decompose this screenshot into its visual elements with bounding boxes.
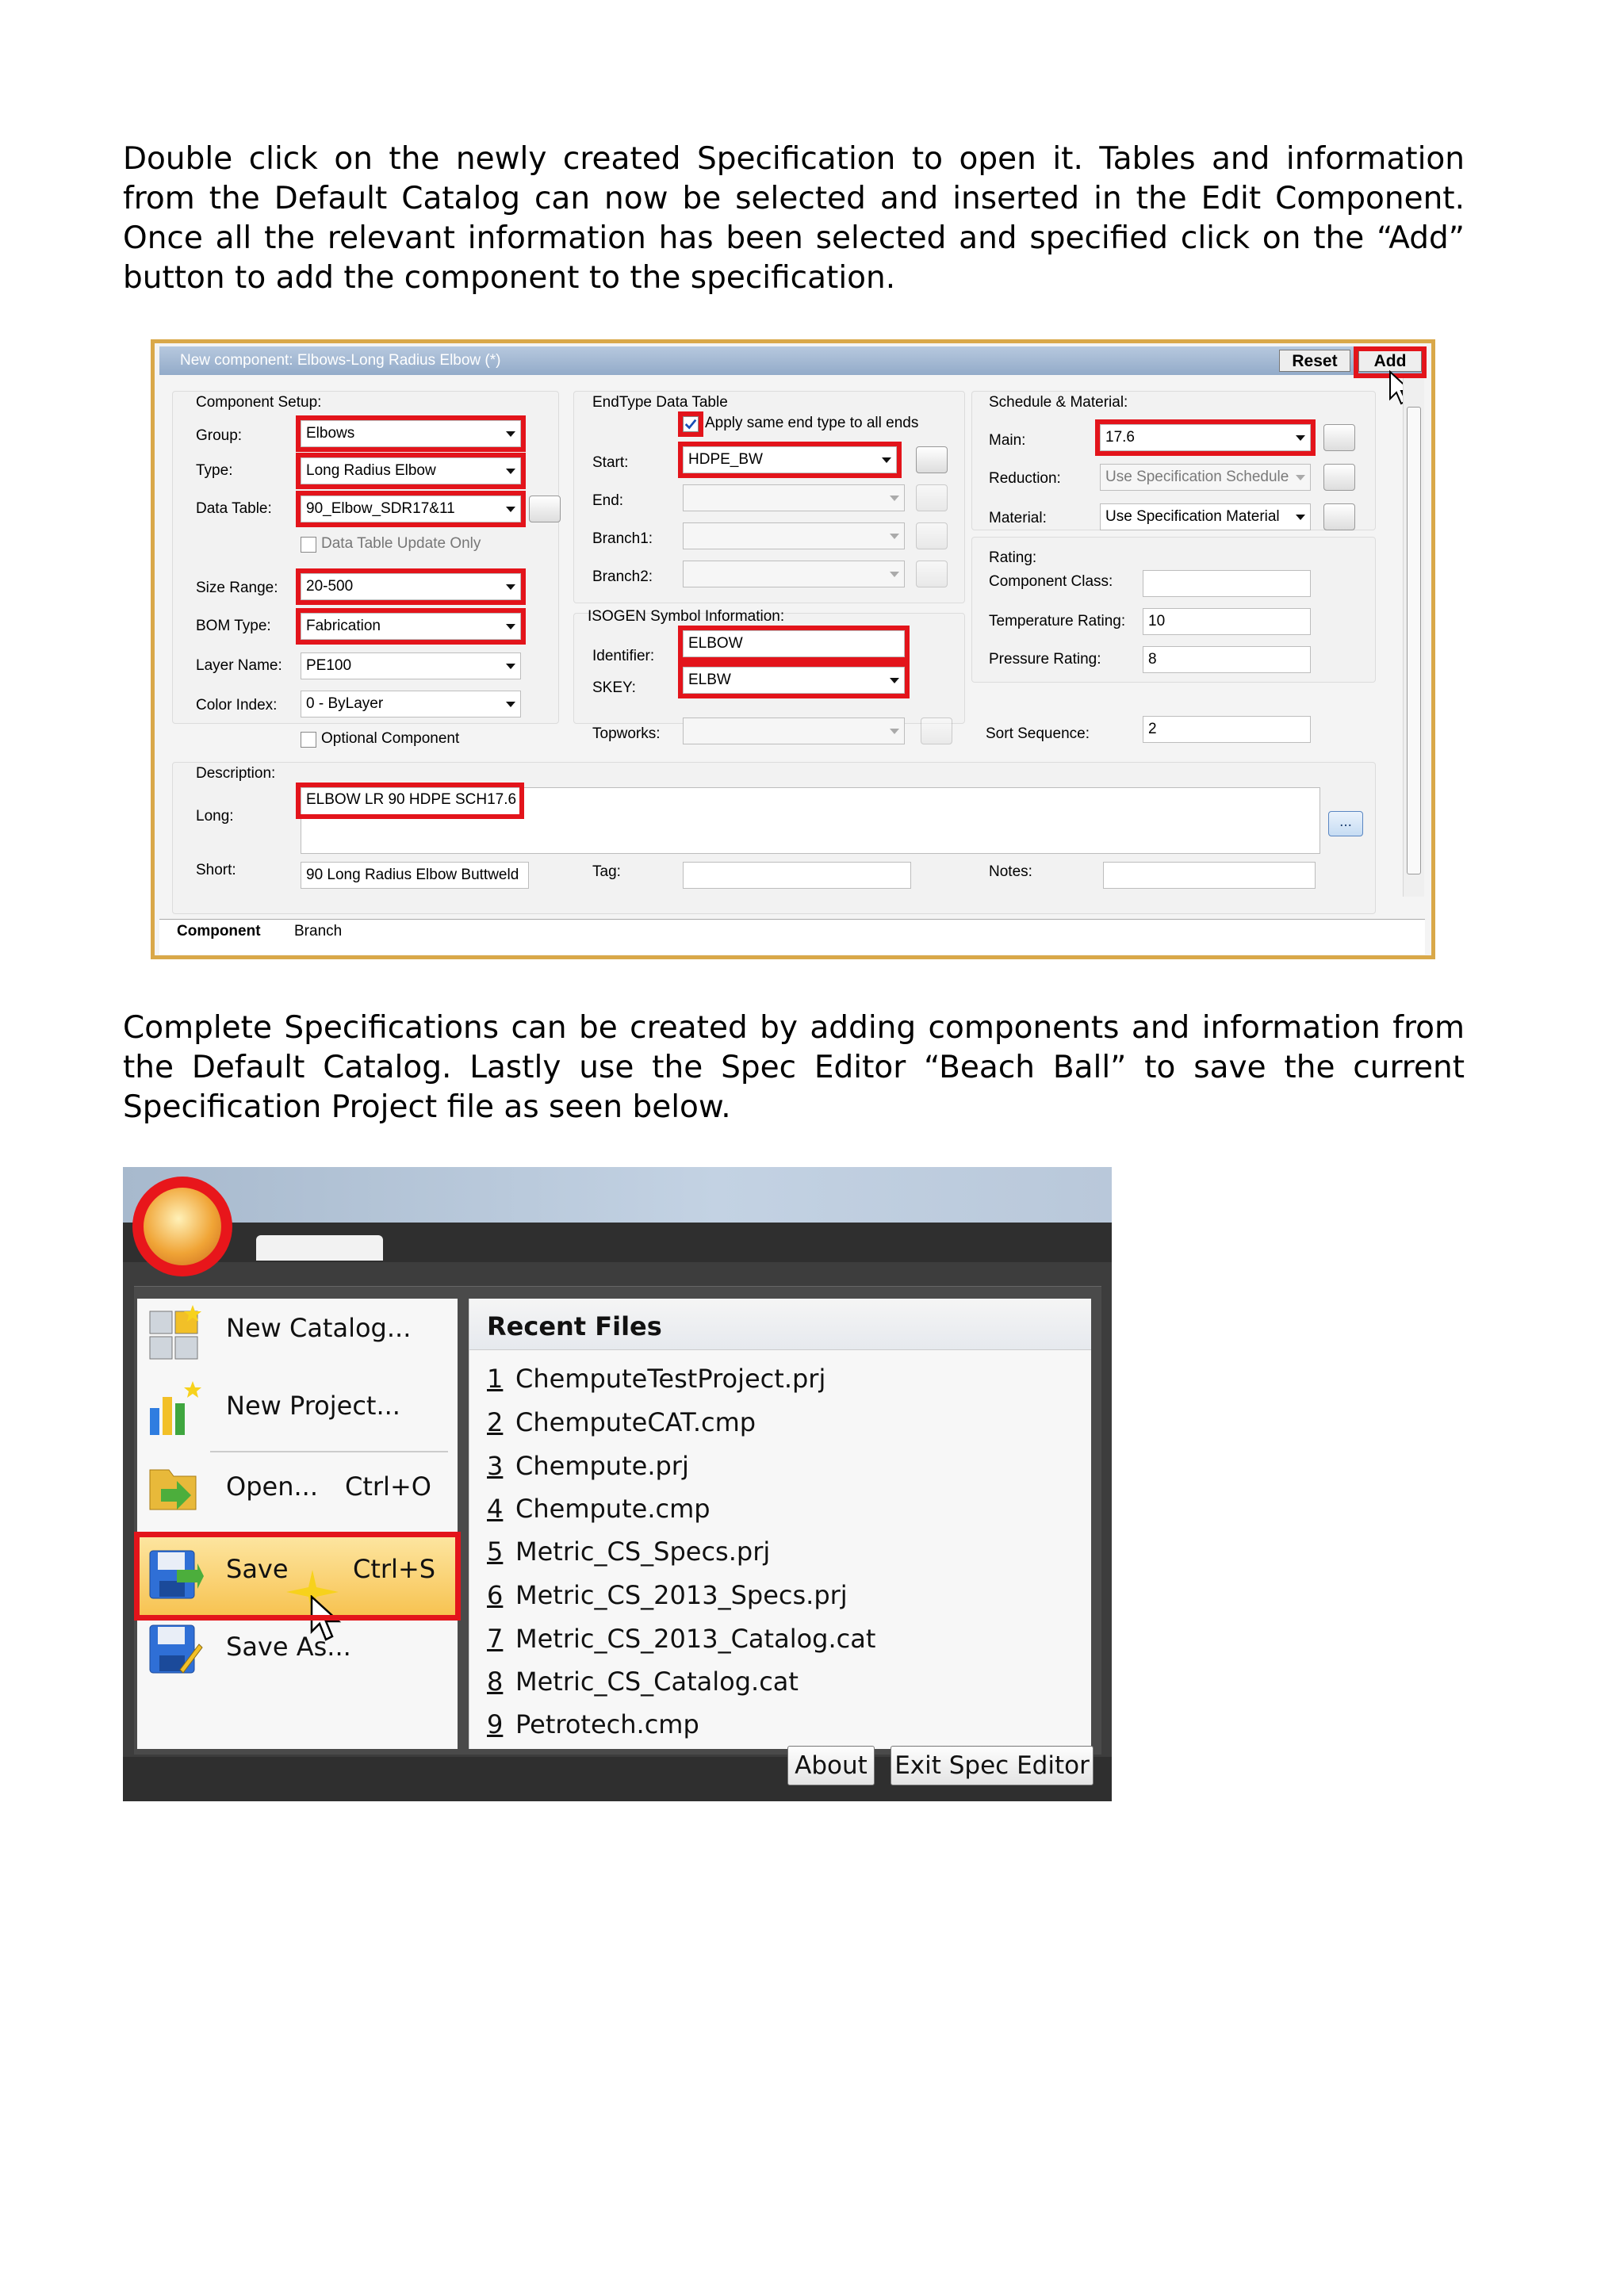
topworks-browse-icon[interactable]	[921, 718, 952, 744]
recent-file-name: Chempute.prj	[515, 1451, 689, 1481]
component-setup-header: Component Setup:	[196, 394, 322, 411]
bom-type-highlight-box	[296, 608, 526, 645]
recent-file-number: 1	[487, 1364, 504, 1394]
type-label: Type:	[196, 462, 233, 479]
sort-sequence-label: Sort Sequence:	[986, 725, 1090, 742]
recent-file-number: 5	[487, 1536, 504, 1567]
reduction-label: Reduction:	[989, 470, 1061, 487]
new-catalog-item[interactable]: New Catalog...	[226, 1313, 412, 1343]
bom-type-value: Fabrication	[306, 618, 381, 634]
identifier-value: ELBOW	[688, 635, 743, 652]
branch2-browse-icon[interactable]	[916, 561, 948, 587]
tab-branch[interactable]: Branch	[294, 923, 343, 939]
chevron-down-icon	[1296, 515, 1305, 520]
data-table-value: 90_Elbow_SDR17&11	[306, 500, 455, 517]
temperature-rating-field[interactable]	[1143, 608, 1311, 635]
notes-field[interactable]	[1103, 862, 1316, 889]
intro-paragraph: Double click on the newly created Specification to open it. Tables and information from the Default Catalog can now be selected and inserted in the Edit Component. Once all the relevant information has been selected and specified click on the “Add” button to add the component to the specification.	[123, 141, 1465, 296]
size-range-value: 20-500	[306, 578, 354, 595]
start-label: Start:	[592, 454, 629, 471]
apply-same-highlight-box	[678, 411, 703, 437]
topworks-label: Topworks:	[592, 725, 661, 742]
recent-files-header	[469, 1299, 1091, 1350]
chevron-down-icon	[890, 534, 899, 539]
branch1-label: Branch1:	[592, 530, 653, 547]
type-highlight-box	[296, 453, 526, 489]
topworks-select[interactable]	[683, 718, 905, 744]
layer-name-label: Layer Name:	[196, 657, 282, 674]
pressure-rating-value: 8	[1148, 651, 1157, 668]
sort-sequence-field[interactable]	[1143, 716, 1311, 743]
short-label: Short:	[196, 862, 236, 878]
short-description-field[interactable]	[301, 862, 529, 889]
component-class-field[interactable]	[1143, 570, 1311, 597]
identifier-highlight-box	[678, 626, 910, 662]
chevron-down-icon	[506, 702, 515, 707]
group-highlight-box	[296, 415, 526, 452]
beach-ball-icon	[144, 1188, 221, 1265]
main-highlight-box	[1095, 419, 1316, 456]
material-value: Use Specification Material	[1105, 508, 1280, 525]
add-button[interactable]: Add	[1358, 350, 1422, 372]
scrollbar-thumb[interactable]	[1407, 407, 1421, 874]
main-label: Main:	[989, 432, 1026, 449]
about-button[interactable]: About	[787, 1746, 875, 1785]
reduction-select[interactable]	[1100, 464, 1311, 491]
recent-files-title: Recent Files	[487, 1311, 662, 1341]
tag-label: Tag:	[592, 863, 621, 880]
save-shortcut: Ctrl+S	[353, 1554, 436, 1584]
save-highlight-box	[134, 1532, 461, 1621]
save-item[interactable]: Save	[226, 1554, 289, 1584]
new-catalog-icon	[145, 1303, 204, 1362]
menu-separator	[210, 1451, 448, 1452]
recent-file-number: 2	[487, 1407, 504, 1437]
end-label: End:	[592, 492, 624, 509]
editor-scrollbar[interactable]	[1403, 378, 1424, 897]
chevron-down-icon	[890, 496, 899, 501]
data-table-highlight-box	[296, 491, 526, 527]
recent-file-name: Chempute.cmp	[515, 1494, 710, 1524]
long-description-value: ELBOW LR 90 HDPE SCH17.6	[306, 791, 517, 808]
editor-tab-strip	[159, 919, 1425, 955]
group-label: Group:	[196, 427, 243, 444]
beach-ball-button[interactable]	[132, 1177, 232, 1276]
branch1-browse-icon[interactable]	[916, 522, 948, 549]
size-range-highlight-box	[296, 568, 526, 605]
open-shortcut: Ctrl+O	[345, 1471, 431, 1502]
recent-file-name: ChemputeTestProject.prj	[515, 1364, 826, 1394]
recent-file-number: 7	[487, 1624, 504, 1654]
recent-file-number: 6	[487, 1580, 504, 1610]
save-as-icon	[145, 1621, 204, 1679]
ribbon-tab	[256, 1235, 383, 1261]
exit-spec-editor-button[interactable]: Exit Spec Editor	[891, 1746, 1094, 1785]
application-menu-screenshot	[123, 1167, 1112, 1801]
menu-commands-panel	[137, 1299, 458, 1749]
reset-button[interactable]: Reset	[1279, 350, 1350, 372]
data-table-update-checkbox[interactable]	[301, 537, 316, 553]
pressure-rating-field[interactable]	[1143, 646, 1311, 673]
recent-file-number: 8	[487, 1667, 504, 1697]
chevron-down-icon	[506, 664, 515, 669]
component-editor-screenshot	[151, 339, 1435, 959]
start-value: HDPE_BW	[688, 451, 763, 468]
branch1-select[interactable]	[683, 522, 905, 549]
save-as-item[interactable]: Save As...	[226, 1632, 351, 1662]
color-index-value: 0 - ByLayer	[306, 695, 384, 712]
short-description-value: 90 Long Radius Elbow Buttweld	[306, 867, 519, 883]
component-class-label: Component Class:	[989, 573, 1113, 590]
tag-field[interactable]	[683, 862, 911, 889]
branch2-select[interactable]	[683, 561, 905, 587]
material-select[interactable]	[1100, 503, 1311, 530]
main-browse-icon[interactable]	[1323, 424, 1355, 451]
closing-paragraph: Complete Specifications can be created by adding components and information from the Default Catalog. Lastly use the Spec Editor “Beach Ball” to save the current Specification Project file as seen below.	[123, 1010, 1465, 1125]
long-label: Long:	[196, 808, 234, 825]
main-value: 17.6	[1105, 429, 1135, 446]
data-table-browse-icon[interactable]	[529, 496, 561, 522]
recent-file-name: Petrotech.cmp	[515, 1709, 699, 1739]
material-browse-icon[interactable]	[1323, 503, 1355, 530]
open-folder-icon	[145, 1457, 204, 1516]
reduction-browse-icon[interactable]	[1323, 464, 1355, 491]
data-table-update-label: Data Table Update Only	[321, 535, 481, 552]
recent-file-number: 4	[487, 1494, 504, 1524]
recent-file-name: Metric_CS_2013_Catalog.cat	[515, 1624, 876, 1654]
isogen-header: ISOGEN Symbol Information:	[588, 608, 785, 625]
description-header: Description:	[196, 765, 276, 782]
bom-type-label: BOM Type:	[196, 618, 271, 634]
skey-highlight-box	[678, 662, 910, 698]
editor-title: New component: Elbows-Long Radius Elbow (*)	[180, 352, 501, 369]
branch2-label: Branch2:	[592, 568, 653, 585]
schedule-header: Schedule & Material:	[989, 394, 1128, 411]
endtype-header: EndType Data Table	[592, 394, 728, 411]
end-select[interactable]	[683, 484, 905, 511]
skey-value: ELBW	[688, 672, 731, 688]
recent-file-name: Metric_CS_2013_Specs.prj	[515, 1580, 848, 1610]
recent-file-number: 9	[487, 1709, 504, 1739]
recent-files-panel	[469, 1299, 1091, 1749]
more-button[interactable]: ...	[1328, 811, 1363, 836]
open-item[interactable]: Open...	[226, 1471, 318, 1502]
material-label: Material:	[989, 510, 1047, 526]
identifier-label: Identifier:	[592, 648, 655, 664]
temperature-rating-label: Temperature Rating:	[989, 613, 1126, 629]
layer-name-select[interactable]	[301, 652, 521, 679]
start-highlight-box	[678, 442, 902, 478]
group-value: Elbows	[306, 425, 355, 442]
pressure-rating-label: Pressure Rating:	[989, 651, 1101, 668]
optional-component-checkbox[interactable]	[301, 732, 316, 748]
recent-file-number: 3	[487, 1451, 504, 1481]
chevron-down-icon	[890, 729, 899, 734]
data-table-label: Data Table:	[196, 500, 272, 517]
color-index-select[interactable]	[301, 691, 521, 718]
new-project-item[interactable]: New Project...	[226, 1391, 400, 1421]
reduction-value: Use Specification Schedule	[1105, 469, 1289, 485]
chevron-down-icon	[890, 572, 899, 577]
chevron-down-icon	[1296, 475, 1305, 480]
new-project-icon	[145, 1380, 204, 1438]
recent-file-name: ChemputeCAT.cmp	[515, 1407, 756, 1437]
long-description-highlight-box	[296, 783, 524, 819]
temperature-rating-value: 10	[1148, 613, 1166, 629]
skey-label: SKEY:	[592, 679, 636, 696]
layer-name-value: PE100	[306, 657, 352, 674]
tab-component[interactable]: Component	[177, 923, 261, 939]
type-value: Long Radius Elbow	[306, 462, 436, 479]
rating-header: Rating:	[989, 549, 1037, 566]
apply-same-label: Apply same end type to all ends	[705, 415, 919, 431]
size-range-label: Size Range:	[196, 580, 278, 596]
editor-title-bar	[159, 346, 1425, 375]
recent-file-name: Metric_CS_Specs.prj	[515, 1536, 771, 1567]
sort-sequence-value: 2	[1148, 721, 1157, 737]
recent-file-name: Metric_CS_Catalog.cat	[515, 1667, 799, 1697]
color-index-label: Color Index:	[196, 697, 278, 714]
start-browse-icon[interactable]	[916, 446, 948, 473]
optional-component-label: Optional Component	[321, 730, 460, 747]
end-browse-icon[interactable]	[916, 484, 948, 511]
notes-label: Notes:	[989, 863, 1032, 880]
